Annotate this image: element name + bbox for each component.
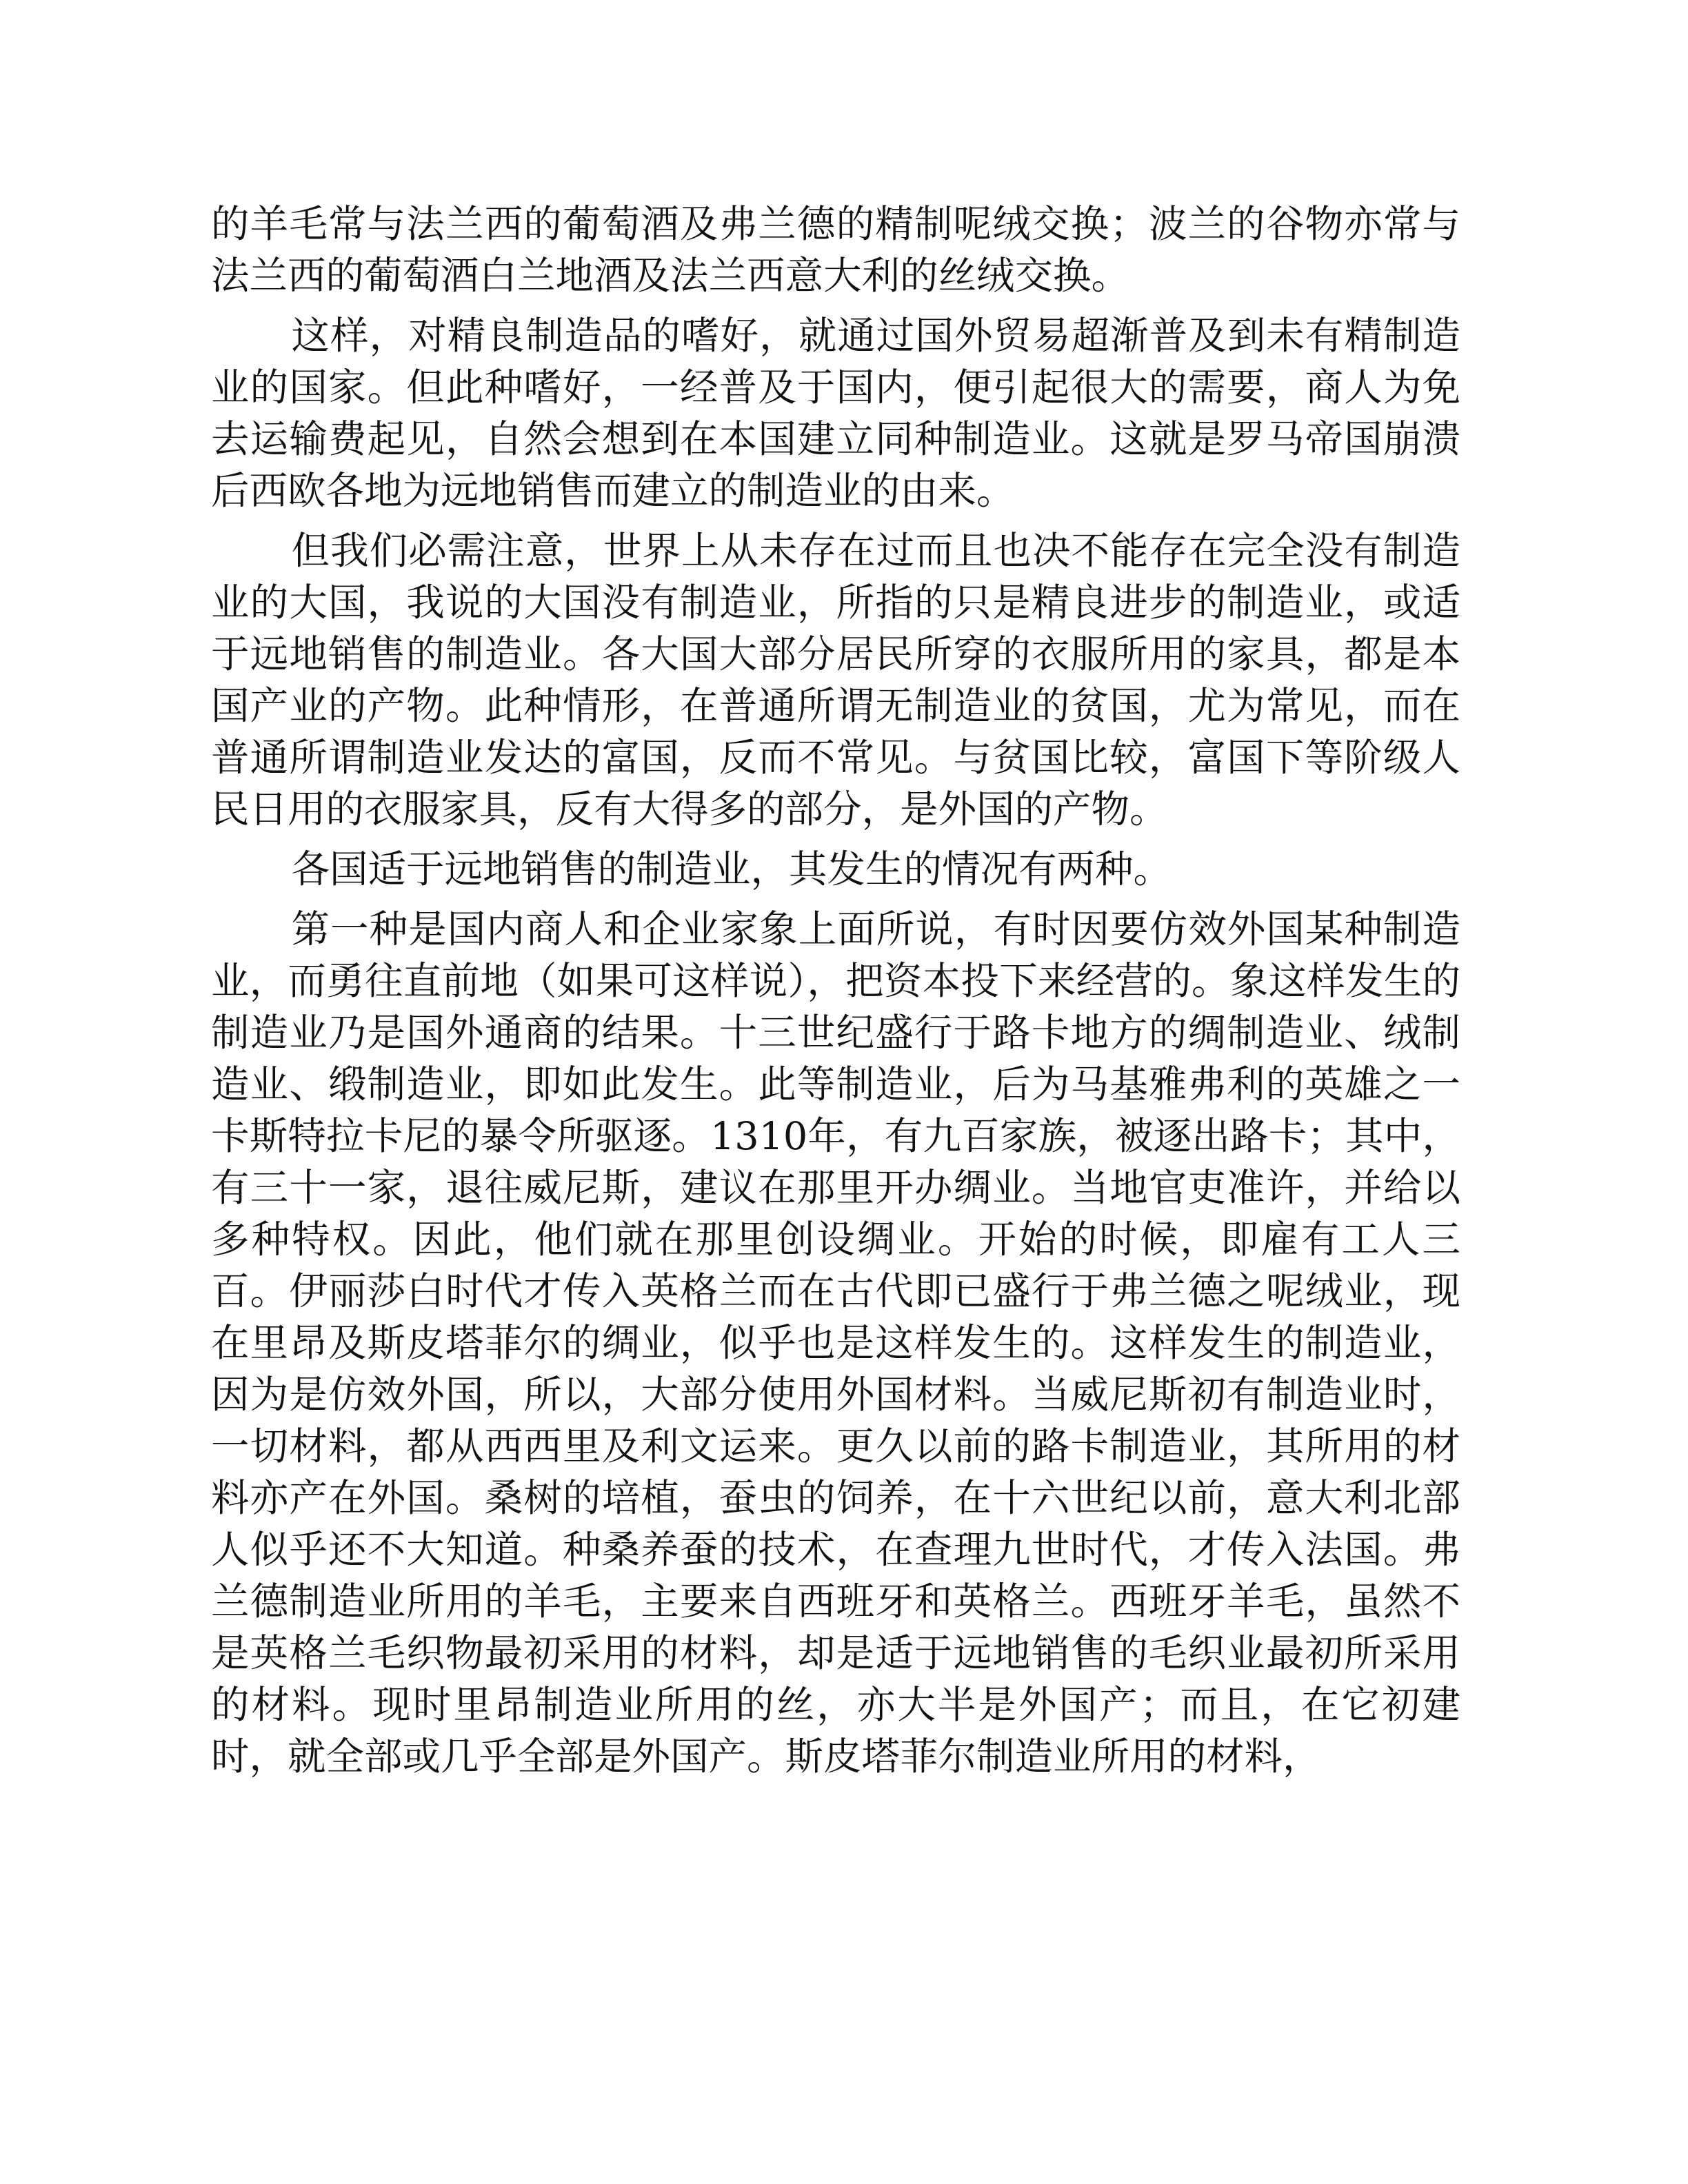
paragraph-1: 的羊毛常与法兰西的葡萄酒及弗兰德的精制呢绒交换；波兰的谷物亦常与法兰西的葡萄酒白兰地酒及法兰西意大利的丝绒交换。: [211, 202, 1460, 299]
paragraph-5: 第一种是国内商人和企业家象上面所说，有时因要仿效外国某种制造业，而勇往直前地（如果可这样说），把资本投下来经营的。象这样发生的制造业乃是国外通商的结果。十三世纪盛行于路卡地方的绸制造业、绒制造业、缎制造业，即如此发生。此等制造业，后为马基雅弗利的英雄之一卡斯特拉卡尼的暴令所驱逐。1310年，有九百家族，被逐出路卡；其中，有三十一家，退往威尼斯，建议在那里开办绸业。当地官吏准许，并给以多种特权。因此，他们就在那里创设绸业。开始的时候，即雇有工人三百。伊丽莎白时代才传入英格兰而在古代即已盛行于弗兰德之呢绒业，现在里昂及斯皮塔菲尔的绸业，似乎也是这样发生的。这样发生的制造业，因为是仿效外国，所以，大部分使用外国材料。当威尼斯初有制造业时，一切材料，都从西西里及利文运来。更久以前的路卡制造业，其所用的材料亦产在外国。桑树的培植，蚕虫的饲养，在十六世纪以前，意大利北部人似乎还不大知道。种桑养蚕的技术，在查理九世时代，才传入法国。弗兰德制造业所用的羊毛，主要来自西班牙和英格兰。西班牙羊毛，虽然不是英格兰毛织物最初采用的材料，却是适于远地销售的毛织业最初所采用的材料。现时里昂制造业所用的丝，亦大半是外国产；而且，在它初建时，就全部或几乎全部是外国产。斯皮塔菲尔制造业所用的材料，: [211, 907, 1460, 1779]
document-page: [211, 199, 1460, 1791]
paragraph-3: 但我们必需注意，世界上从未存在过而且也决不能存在完全没有制造业的大国，我说的大国没有制造业，所指的只是精良进步的制造业，或适于远地销售的制造业。各大国大部分居民所穿的衣服所用的家具，都是本国产业的产物。此种情形，在普通所谓无制造业的贫国，尤为常见，而在普通所谓制造业发达的富国，反而不常见。与贫国比较，富国下等阶级人民日用的衣服家具，反有大得多的部分，是外国的产物。: [211, 529, 1460, 832]
paragraph-2: 这样，对精良制造品的嗜好，就通过国外贸易超渐普及到未有精制造业的国家。但此种嗜好，一经普及于国内，便引起很大的需要，商人为免去运输费起见，自然会想到在本国建立同种制造业。这就是罗马帝国崩溃后西欧各地为远地销售而建立的制造业的由来。: [211, 314, 1460, 514]
paragraph-4: 各国适于远地销售的制造业，其发生的情况有两种。: [291, 847, 1172, 892]
